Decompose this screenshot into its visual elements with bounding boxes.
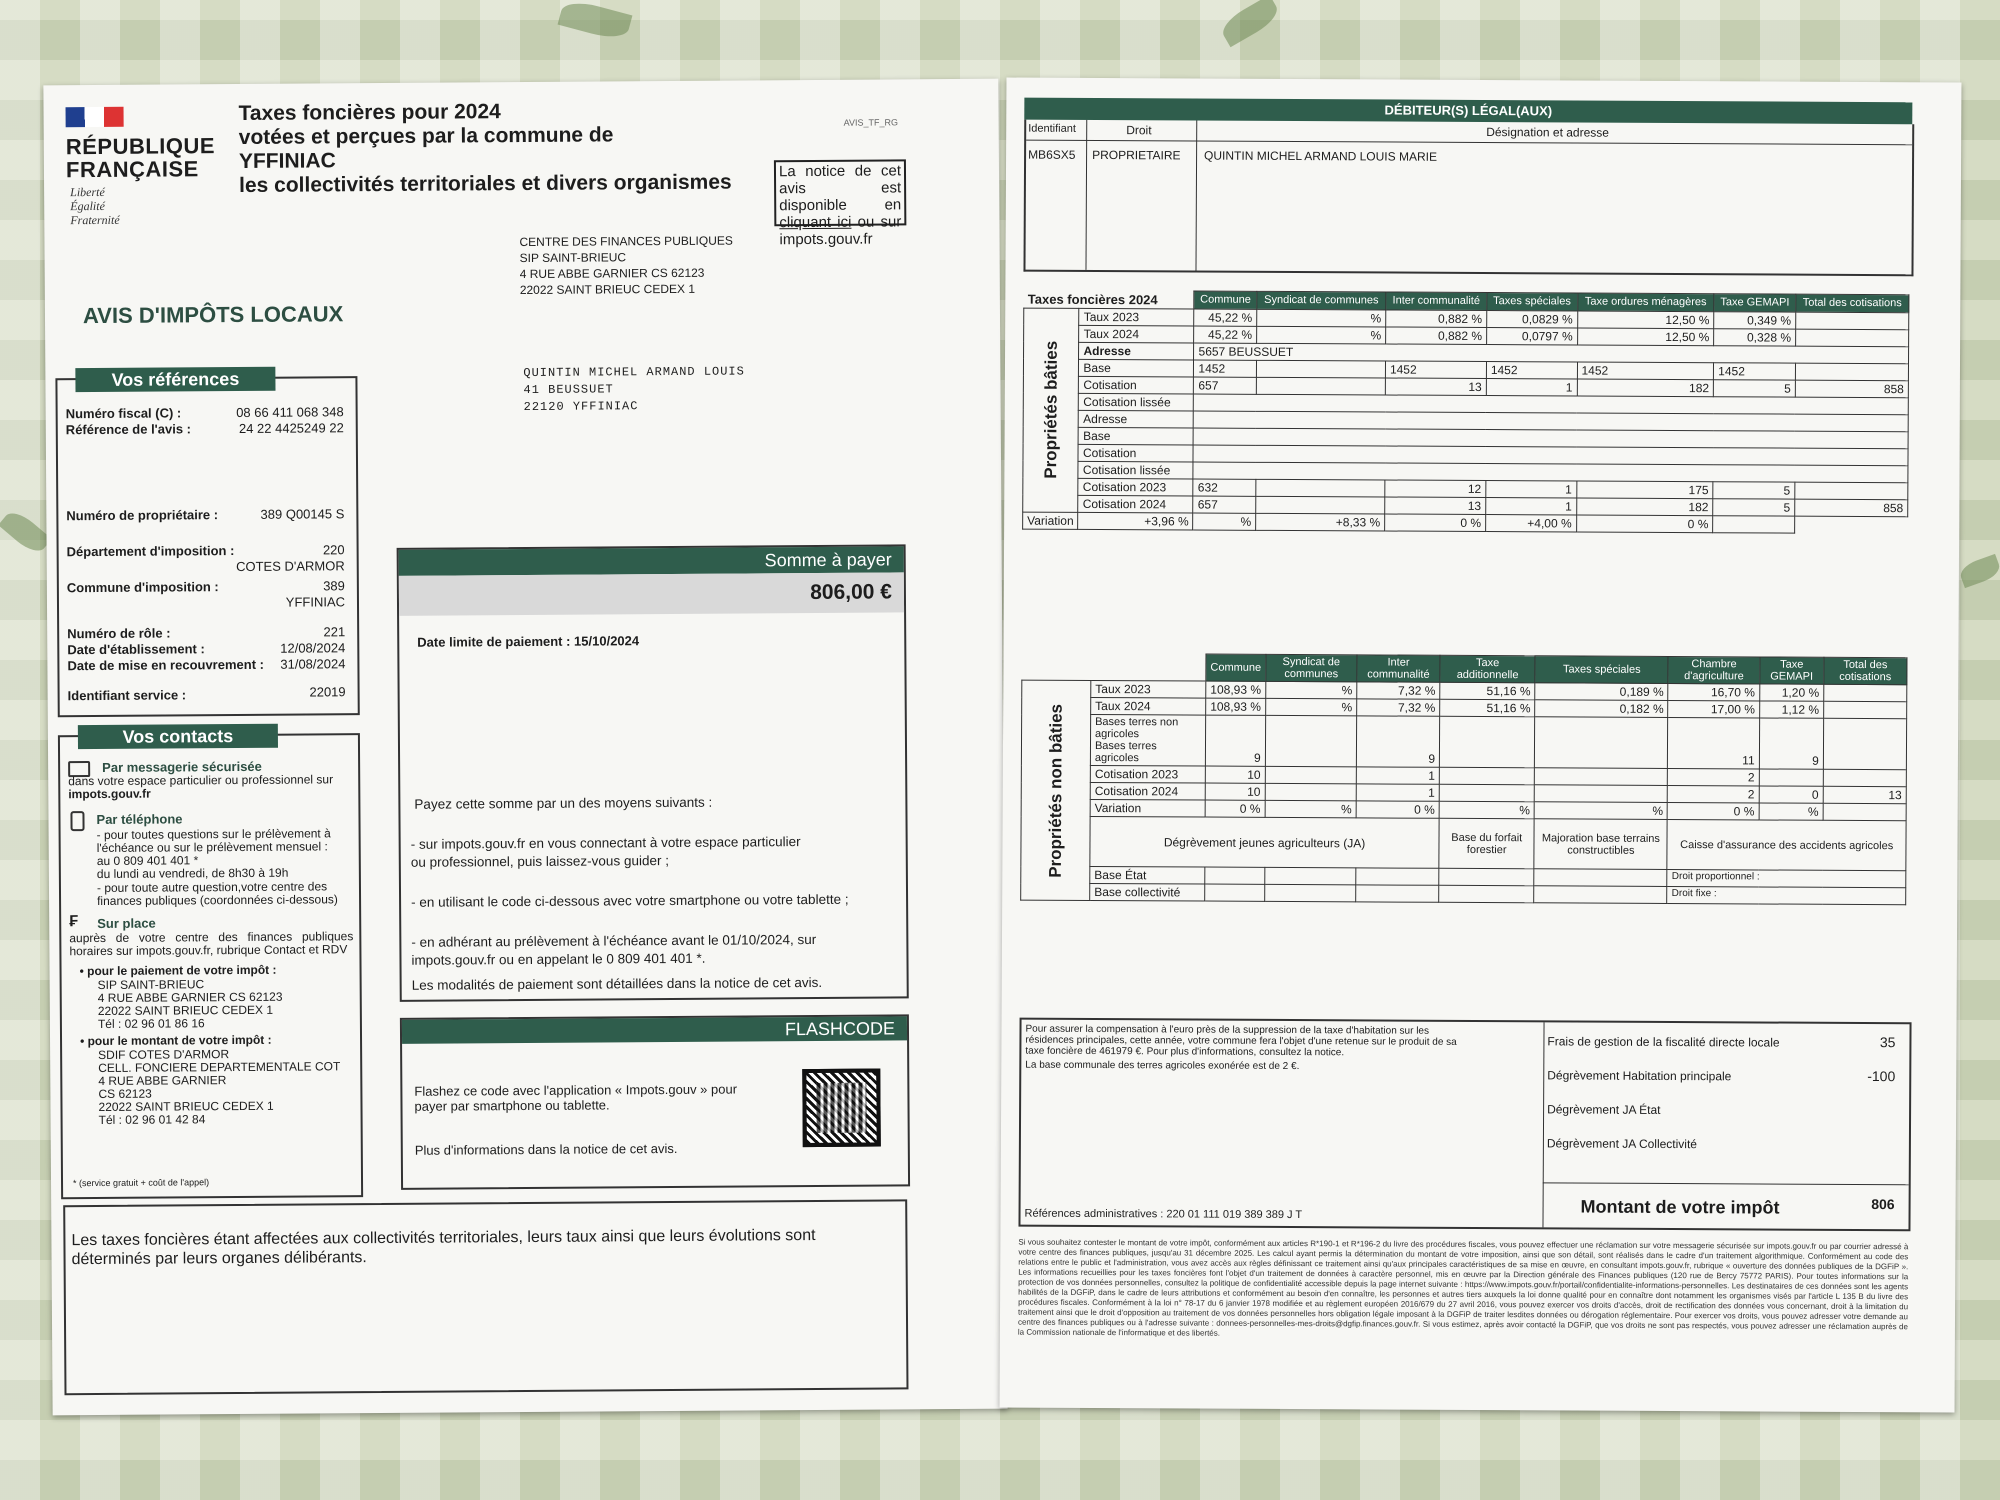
built-properties-table [1022,290,1909,534]
department-code: 220 [322,542,345,558]
tax-notice-detail-page [1000,78,1962,1413]
payment-option-smartphone: - en utilisant le code ci-dessous avec votre smartphone ou votre tablette ; [411,891,849,910]
secure-message-title: Par messagerie sécurisée [102,758,262,775]
table-cell [1265,715,1357,766]
motto-egalite: Égalité [70,198,105,214]
table-cell [1796,312,1909,330]
col-header: Commune [1206,654,1266,681]
row-label: Base État [1090,866,1205,884]
management-fee-label: Frais de gestion de la fiscalité directe locale [1547,1034,1780,1050]
payment-box [397,544,909,1002]
table-cell: 0 % [1356,801,1439,818]
address-line: CENTRE DES FINANCES PUBLIQUES [519,233,733,250]
contacts-title: Vos contacts [78,724,278,749]
land-surcharge-label: Majoration base terrains constructibles [1534,819,1667,870]
table-cell: 182 [1576,497,1713,515]
built-side-label: Propriétés bâties [1023,308,1080,512]
row-label: Taux 2023 [1091,680,1206,698]
row-label: Base [1079,427,1194,445]
table-cell [1439,784,1534,801]
table-cell: 1452 [1577,362,1714,380]
table-cell: +3,96 % [1078,512,1193,530]
address-line: 4 RUE ABBE GARNIER [98,1073,227,1088]
label: Date de mise en recouvrement : [67,656,265,674]
table-cell: 5 [1713,481,1795,498]
row-label: Cotisation [1079,376,1194,394]
address-line: Tél : 02 96 01 86 16 [97,1016,205,1031]
table-cell: 13 [1385,377,1486,395]
col-header: Taxe GEMAPI [1714,294,1796,312]
table-cell: % [1265,698,1356,715]
payment-intro: Payez cette somme par un des moyens suivants : [414,794,713,812]
table-cell [1265,766,1356,783]
col-header: Syndicat de communes [1266,654,1357,681]
table-cell: 7,32 % [1357,682,1440,699]
republic-motto [70,185,120,227]
notice-text: ou sur impots.gouv.fr [779,213,902,249]
table-cell: 0 % [1205,800,1265,817]
department-name: COTES D'ARMOR [236,558,345,575]
col-header: Droit [1126,123,1152,138]
motto-liberte: Liberté [70,184,105,200]
address-line: Tél : 02 96 01 42 84 [98,1112,206,1127]
phone-number: au 0 809 401 401 * [96,853,199,868]
divider [1195,121,1197,271]
flashcode-box [400,1014,910,1190]
table-cell: 1 [1356,784,1439,801]
row-label: Variation [1090,799,1205,817]
col-header: Chambre d'agriculture [1668,656,1759,683]
row-label: Taux 2023 [1079,308,1194,326]
form-code: AVIS_TF_RG [843,117,899,128]
label: Département d'imposition : [66,543,235,560]
office-icon: ₣ [69,913,79,931]
fiscal-number: 08 66 411 068 348 [236,404,344,421]
property-address: 5657 BEUSSUET [1194,342,1909,363]
owner-number: 389 Q00145 S [260,506,345,522]
table-cell: 0,0797 % [1486,327,1577,344]
qr-code-icon[interactable] [802,1069,881,1148]
table-cell: +8,33 % [1256,513,1385,531]
ja-collectivity-relief-label: Dégrèvement JA Collectivité [1546,1136,1698,1152]
header-line: Taxes foncières pour 2024 [238,100,501,125]
col-header: Inter communalité [1386,292,1487,310]
header-line: les collectivités territoriales et divers organismes [238,170,732,197]
notice-link-box [774,159,906,249]
table-cell: % [1534,802,1667,820]
table-cell: % [1439,801,1534,818]
table-cell [1535,717,1668,769]
table-cell [1795,363,1908,381]
table-cell: 0,349 % [1714,311,1796,328]
debtors-header: DÉBITEUR(S) LÉGAL(AUX) [1024,98,1912,125]
table-cell: % [1265,681,1356,698]
unbuilt-side-label: Propriétés non bâties [1021,680,1091,900]
table-cell: 108,93 % [1206,681,1266,698]
notice-header-title [238,99,731,198]
phone-title: Par téléphone [96,811,183,827]
flashcode-header: FLASHCODE [402,1016,907,1044]
footnote: * (service gratuit + coût de l'appel) [72,1177,210,1189]
header-line: votées et perçues par la commune de [238,123,614,149]
table-cell: 0,328 % [1714,328,1796,345]
compensation-text: Pour assurer la compensation à l'euro près de la suppression de la taxe d'habitation sur les résidences principales, cette année, votre commune fera l'objet d'une retenue sur le produit de sa taxe foncière de 461979 €. Pour plus d'informations, consultez la notice. [1025,1023,1457,1059]
admin-references: Références administratives : 220 01 111 019 389 389 J T [1024,1207,1303,1222]
table-cell: 1,12 % [1759,701,1823,718]
table-cell [1824,684,1907,701]
service-id: 22019 [309,684,346,700]
table-cell [1440,716,1535,767]
address-line: SDIF COTES D'ARMOR [98,1047,230,1062]
row-label: Variation [1023,512,1079,529]
payment-option-online: - sur impots.gouv.fr en vous connectant à votre espace particulier ou professionnel, puis laissez-vous guider ; [410,834,801,870]
table-cell: 0,182 % [1535,700,1668,718]
debtor-name: QUINTIN MICHEL ARMAND LOUIS MARIE [1204,148,1438,164]
phone-hours: du lundi au vendredi, de 8h30 à 19h [96,865,289,881]
payment-details: Les modalités de paiement sont détaillées dans la notice de cet avis. [411,974,823,993]
table-cell: 632 [1193,478,1256,495]
table-cell: 9 [1759,718,1823,769]
label: Identifiant service : [67,687,187,704]
table-cell: 657 [1194,376,1257,393]
table-cell: 12,50 % [1577,328,1714,346]
built-table-title: Taxes foncières 2024 [1027,291,1158,307]
col-header: Taxe additionnelle [1440,655,1535,682]
table-cell [1535,785,1668,803]
address-line: CELL. FONCIERE DEPARTEMENTALE COT [98,1059,341,1075]
table-cell: % [1257,309,1386,327]
bottom-info-text: Les taxes foncières étant affectées aux collectivités territoriales, leurs taux ainsi que leurs évolutions sont déterminés par leurs organes délibérants. [71,1226,816,1269]
agri-base-text: La base communale des terres agricoles exonérée est de 2 €. [1025,1059,1300,1073]
payment-contact-address [98,978,283,1031]
table-cell: 1 [1486,480,1577,497]
recipient-address [523,363,745,416]
role-number: 221 [323,624,346,640]
address-line: 22120 YFFINIAC [523,399,639,415]
col-header: Identifiant [1028,122,1076,135]
table-cell: % [1759,803,1823,820]
table-cell: % [1265,800,1356,817]
col-header: Désignation et adresse [1486,125,1609,140]
table-cell: 0 % [1385,513,1486,531]
agri-accident-insurance-label: Caisse d'assurance des accidents agricoles [1667,819,1906,870]
commune-name: YFFINIAC [285,594,346,610]
table-cell: 1 [1356,767,1439,784]
flashcode-more: Plus d'informations dans la notice de cet avis. [414,1140,678,1158]
republique-francaise-label: RÉPUBLIQUE FRANÇAISE [65,133,216,183]
amount-contact-address [98,1047,341,1127]
in-person-title: Sur place [97,915,156,931]
total-tax-value: 806 [1871,1196,1895,1213]
table-cell: 17,00 % [1668,700,1759,717]
amount-contact-title: • pour le montant de votre impôt : [79,1032,272,1049]
forest-base-label: Base du forfait forestier [1439,818,1534,868]
table-cell: 10 [1205,783,1265,800]
table-cell: 2 [1668,768,1759,785]
table-cell [1796,329,1909,347]
col-header: Commune [1194,291,1257,309]
establishment-date: 12/08/2024 [280,640,346,656]
commune-code: 389 [323,578,345,594]
col-header: Total des cotisations [1796,294,1909,312]
table-cell [1256,479,1385,497]
label: Référence de l'avis : [65,421,192,438]
table-cell: 2 [1668,785,1759,802]
website-link[interactable]: impots.gouv.fr [68,786,151,802]
table-cell: 45,22 % [1194,325,1257,342]
table-cell [1823,718,1906,769]
table-cell [1823,769,1906,786]
finance-center-address [519,233,733,298]
table-cell: 51,16 % [1440,682,1535,699]
header-line: YFFINIAC [238,149,336,173]
table-cell: 182 [1577,379,1714,397]
table-cell: 1452 [1385,360,1486,378]
address-line: SIP SAINT-BRIEUC [519,250,627,266]
notice-reference: 24 22 4425249 22 [238,420,344,436]
references-title: Vos références [75,367,275,392]
table-cell: 0 % [1668,802,1759,819]
col-header: Taxes spéciales [1535,656,1668,684]
table-cell: +4,00 % [1486,514,1577,531]
col-header: Taxe GEMAPI [1760,657,1824,684]
payment-deadline: Date limite de paiement : 15/10/2024 [417,633,640,650]
unbuilt-properties-table [1020,653,1907,906]
table-cell: 0 % [1576,514,1713,532]
table-cell [1795,482,1908,500]
housing-relief-label: Dégrèvement Habitation principale [1547,1068,1732,1084]
tax-notice-front-page [43,79,1007,1416]
col-header: Total des cotisations [1824,657,1907,684]
collection-date: 31/08/2024 [280,656,346,672]
proportional-right-label: Droit proportionnel : [1667,869,1906,887]
secure-message-text [68,773,352,801]
table-cell: 1452 [1194,359,1257,376]
management-fee-value: 35 [1879,1034,1896,1051]
address-line: 22022 SAINT BRIEUC CEDEX 1 [519,281,696,298]
address-line: 4 RUE ABBE GARNIER CS 62123 [97,989,283,1005]
table-cell [1759,769,1823,786]
row-label: Cotisation 2024 [1078,495,1193,513]
col-header: Taxe ordures ménagères [1577,293,1714,311]
col-header: Inter communalité [1357,655,1440,682]
table-cell [1823,803,1906,820]
table-cell [1256,360,1385,378]
notice-text: La notice de cet avis est disponible en [778,162,902,215]
table-cell: 0,882 % [1386,309,1487,327]
table-cell: 175 [1576,480,1713,498]
table-cell: 16,70 % [1668,683,1759,700]
table-cell: % [1257,326,1386,344]
table-cell: 1 [1486,497,1577,514]
bottom-info-box [63,1199,908,1395]
row-label: Cotisation 2023 [1090,765,1205,783]
table-cell: 108,93 % [1206,698,1266,715]
divider [1085,120,1087,270]
row-label: Adresse [1079,410,1194,428]
table-cell: 45,22 % [1194,308,1257,325]
table-cell: 1452 [1714,362,1796,379]
ja-state-relief-label: Dégrèvement JA État [1547,1102,1661,1117]
col-header: Syndicat de communes [1257,291,1386,309]
row-label: Bases terres non agricoles Bases terres agricoles [1090,714,1205,766]
table-cell: % [1193,512,1256,529]
table-cell: 51,16 % [1440,699,1535,716]
table-cell [1256,377,1385,395]
address-line: 41 BEUSSUET [523,382,614,398]
label: Commune d'imposition : [66,579,219,596]
address-line: SIP SAINT-BRIEUC [97,977,205,992]
table-cell [1535,768,1668,786]
table-cell: 12 [1385,479,1486,497]
row-label: Cotisation lissée [1079,393,1194,411]
flashcode-text: Flashez ce code avec l'application « Impots.gouv » pour payer par smartphone ou tablette. [414,1081,738,1114]
notice-link[interactable]: cliquant ici [779,213,852,232]
table-cell: 9 [1356,716,1439,767]
references-box [55,368,359,717]
divider [1026,140,1912,146]
fixed-right-label: Droit fixe : [1667,886,1906,904]
row-label: Taux 2024 [1079,325,1194,343]
marianne-logo-icon [66,107,124,127]
label: Numéro de propriétaire : [66,507,219,524]
table-cell [1713,515,1795,532]
row-label: Cotisation 2023 [1078,478,1193,496]
totals-box [1018,1018,1911,1232]
row-label: Base [1079,359,1194,377]
debtor-right: PROPRIETAIRE [1092,147,1181,163]
row-label: Cotisation lissée [1078,461,1193,479]
table-cell [1256,496,1385,514]
in-person-text: auprès de votre centre des finances publiques horaires sur impots.gouv.fr, rubrique Contact et RDV [69,929,354,959]
table-cell: 858 [1795,380,1908,398]
detail-content [1016,98,1918,1403]
table-cell: 10 [1205,766,1265,783]
table-cell: 13 [1823,786,1906,803]
row-label: Cotisation 2024 [1090,782,1205,800]
contacts-box [58,726,363,1199]
address-line: 22022 SAINT BRIEUC CEDEX 1 [98,1098,274,1114]
table-cell: 7,32 % [1357,699,1440,716]
debtor-id: MB6SX5 [1028,147,1076,162]
debtors-table [1023,120,1914,277]
table-cell [1439,767,1534,784]
table-cell [1265,783,1356,800]
table-cell: 0,882 % [1386,326,1487,344]
label: Numéro fiscal (C) : [65,405,182,422]
table-cell [1824,701,1907,718]
row-label: Taux 2024 [1091,697,1206,715]
payment-contact-title: • pour le paiement de votre impôt : [79,962,277,979]
address-line: QUINTIN MICHEL ARMAND LOUIS [523,364,745,381]
table-cell: 12,50 % [1577,311,1714,329]
table-cell: 5 [1713,498,1795,515]
address-line: 22022 SAINT BRIEUC CEDEX 1 [97,1002,274,1018]
table-cell: 0 [1759,786,1823,803]
address-line: 4 RUE ABBE GARNIER CS 62123 [519,265,705,282]
row-label: Base collectivité [1090,883,1205,901]
row-label: Adresse [1079,342,1194,360]
text: dans votre espace particulier ou professionnel sur [68,772,334,789]
address-line: CS 62123 [98,1086,152,1101]
phone-text-2: - pour toute autre question,votre centre des finances publiques (coordonnées ci-dessous) [96,879,338,908]
table-cell: 858 [1795,499,1908,517]
total-tax-label: Montant de votre impôt [1580,1196,1780,1218]
table-cell: 0,0829 % [1487,310,1578,327]
amount-due: 806,00 € [399,572,904,616]
table-cell: 9 [1205,715,1265,766]
housing-relief-value: -100 [1867,1068,1896,1085]
col-header: Taxes spéciales [1487,293,1578,311]
table-cell: 11 [1668,717,1760,768]
table-cell: 1452 [1486,361,1577,378]
row-label: Cotisation [1078,444,1193,462]
young-farmer-relief-label: Dégrèvement jeunes agriculteurs (JA) [1090,816,1439,868]
legal-notice: Si vous souhaitez contester le montant de votre impôt, conformément aux articles R*190-1 et R*196-2 du livre des procédures fiscales, vous pouvez effectuer une réclamation sur votre messagerie sécurisée sur impots.gouv.fr ou par courrier adressé à votre centre des finances publiques, jusqu'au 31 décembre 2025. Les calcul ayant permis la détermination du montant de votre imposition, ainsi que son détail, sont réalisés dans le cadre d'un traitement algorithmique. Conformément au code des relations entre le public et l'administration, vous avez accès aux règles définissant ce traitement ainsi qu'aux principales caractéristiques de sa mise en œuvre, en consultant impots.gouv.fr, rubrique « ouverture des données publiques de la DGFiP ». Les informations recueillies pour les taxes foncières font l'objet d'un traitement de données à caractère personnel, mis en œuvre par la Direction générale des Finances publiques (120 rue de Bercy 75772 PARIS). Pour toutes informations sur la protection de vos données personnelles, consultez la politique de confidentialité accessible depuis la page internet suivante : https://www.impots.gouv.fr/portail/confidentialite-informations-personnelles. Les destinataires de ces données sont les agents habilités de la DGFiP, dans le cadre de leurs attributions et conformément au besoin d'en connaître, les personnes et autres tiers auxquels la loi donne qualité pour en connaître dont notamment les organismes visés par l'article L 135 B du livre des procédures fiscales. Conformément à la loi n° 78-17 du 6 janvier 1978 modifiée et au règlement européen 2016/679 du 27 avril 2016, vous pouvez exercer vos droits d'accès, droit de rectification des données vous concernant, droit à la limitation du traitement ainsi que le droit d'opposition au traitement de vos données personnelles hors obligation légale imposant à la DGFiP de traiter lesdites données ou dérogation réglementaire. Pour exercer vos droits, vous pouvez adresser votre demande au centre des finances publiques ou à l'adresse suivante : donnees-personnelles-mes-droits@dgfip.finances.gouv.fr. Si vous estimez, après avoir contacté la DGFiP, que vos droits ne sont pas respectés, vous pouvez adresser une réclamation auprès de la Commission nationale de l'informatique et des libertés. [1017,1237,1909,1338]
motto-fraternite: Fraternité [70,212,120,228]
amount-due-header: Somme à payer [399,546,904,576]
phone-text: - pour toutes questions sur le prélèvement à l'échéance ou sur le prélèvement mensuel : [96,826,331,855]
notice-title: AVIS D'IMPÔTS LOCAUX [82,301,344,329]
label: Numéro de rôle : [67,625,171,642]
payment-option-direct-debit: - en adhérant au prélèvement à l'échéance avant le 01/10/2024, sur impots.gouv.fr ou en appelant le 0 809 401 401 *. [411,931,817,968]
table-cell: 1 [1486,378,1577,395]
table-cell: 13 [1385,496,1486,514]
table-cell: 0,189 % [1535,683,1668,701]
label: Date d'établissement : [67,641,205,658]
table-cell: 5 [1714,379,1796,396]
table-cell: 1,20 % [1759,684,1823,701]
table-cell: 657 [1193,495,1256,512]
phone-icon [70,811,84,831]
